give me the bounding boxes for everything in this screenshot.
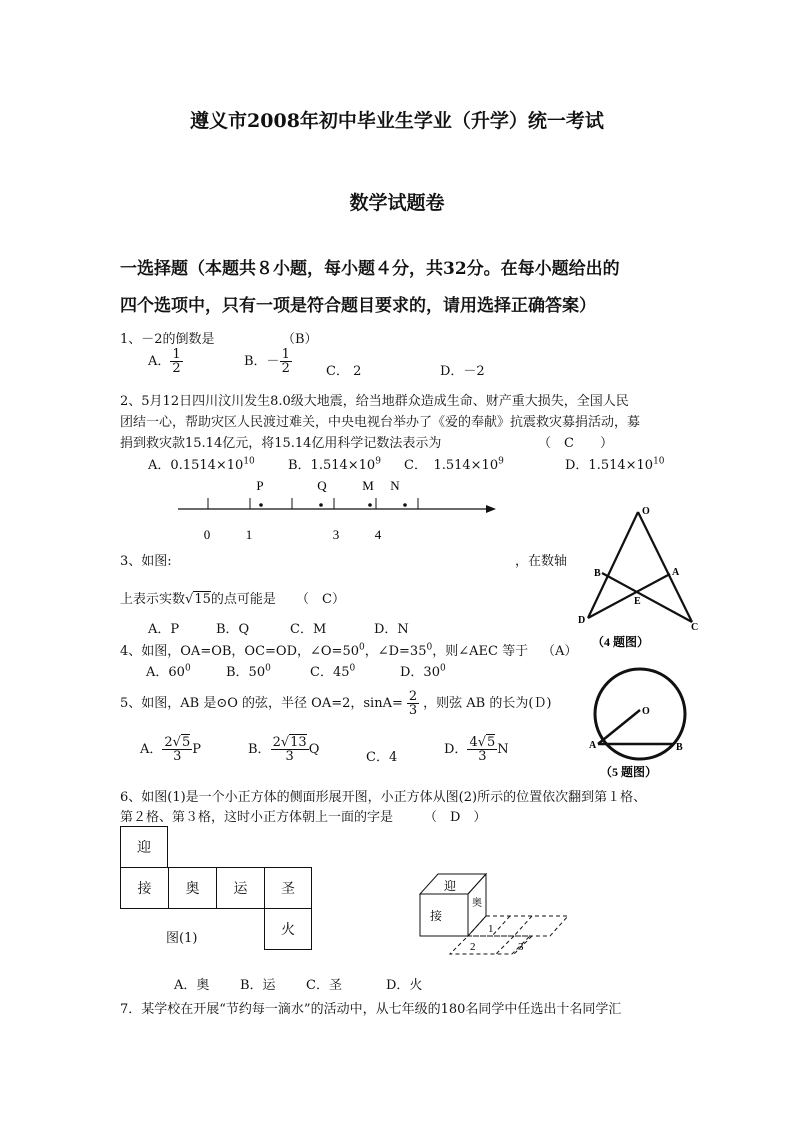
net-cell-6: 火 [264,908,312,950]
q3-option-a: A．P [148,622,180,637]
figure-4 [574,500,704,655]
net-cell-5: 圣 [264,867,312,909]
tick-label-0: 0 [203,527,211,542]
q6-option-a: A．奥 [174,978,210,993]
fig4-caption: （4 题图） [592,635,650,649]
q2-line2: 团结一心，帮助灾区人民渡过难关，中央电视台举办了《爱的奉献》抗震救灾募捐活动，募 [120,415,641,430]
q6-option-d: D．火 [386,978,423,993]
q4-option-a: A．$60^0$ [146,663,191,680]
q2-line1: 2、5月12日四川汶川发生8.0级大地震，给当地群众造成生命、财产重大损失，全国人民 [120,394,629,409]
grid-number-3: 3 [518,941,524,953]
point-m-dot [368,503,372,507]
q1-option-a: A． $\frac{1}{2}$ [148,347,181,376]
q5-stem: 5、如图，AB 是⊙O 的弦，半径 OA=2，sinA= $\frac{2}{3}$ ，则弦 AB 的长为(Ｄ) [120,689,552,718]
net-cell-2: 接 [120,867,169,909]
q6-answer: （ D ） [424,810,487,825]
cube-face-top: 迎 [444,879,457,893]
tick-label-4: 4 [374,527,382,542]
q1-option-c: C． 2 [326,364,362,379]
fig5-label-o: O [642,706,650,717]
q7-line1: 7．某学校在开展“节约每一滴水”的活动中，从七年级的180名同学中任选出十名同学汇 [120,1002,622,1017]
q4-stem: 4、如图，OA=OB，OC=OD，$\angle O=50^0$，$\angle D=35^0$，则∠AEC 等于 [120,642,529,659]
q5-option-d: D． $\frac{4√5}{3}$ N [444,735,509,764]
fig4-label-o: O [642,506,650,517]
q3-line2: 上表示实数√15的点可能是 [120,592,276,607]
fig5-label-b: B [676,742,683,753]
fig4-label-a: A [672,567,680,578]
q1-stem: 1、－2的倒数是 [120,332,215,347]
number-line-figure [170,474,500,544]
q4-answer: （A） [542,644,578,659]
q1-option-d: D．－2 [440,364,485,379]
cube-face-side: 奥 [472,898,482,909]
q5-option-c: C．4 [366,750,398,765]
fig1-caption: 图(1) [166,931,198,946]
q3-option-c: C．M [290,622,327,637]
net-cell-3: 奥 [168,867,217,909]
exam-title: 遵义市2008年初中毕业生学业（升学）统一考试 [190,110,604,132]
point-label-n: N [390,478,400,493]
grid-number-1: 1 [488,923,494,935]
exam-subtitle: 数学试题卷 [349,192,445,214]
q6-line2: 第２格、第３格，这时小正方体朝上一面的字是 [120,810,394,825]
point-label-p: P [256,478,264,493]
q1-option-b: B．－ $\frac{1}{2}$ [244,347,290,376]
q6-line1: 6、如图(1)是一个小正方体的侧面形展开图，小正方体从图(2)所示的位置依次翻到第１格、 [120,790,647,805]
figure-5 [584,664,700,784]
q2-answer: （ C ） [538,436,613,451]
figure-2-cube [410,866,580,958]
tick-label-3: 3 [332,527,340,542]
q4-option-c: C．$45^0$ [310,663,356,680]
q4-option-b: B．$50^0$ [226,663,271,680]
fig5-caption: （5 题图） [600,765,658,779]
q2-option-d: D．$1.514\times 10^{10}$ [565,456,665,473]
q2-line3: 捐到救灾款15.14亿元，将15.14亿用科学记数法表示为 [120,436,442,451]
q3-option-b: B．Q [216,622,250,637]
q1-answer: （B） [282,332,318,347]
q3-option-d: D．N [374,622,409,637]
q6-option-c: C．圣 [306,978,342,993]
point-p-dot [259,503,263,507]
q2-option-c: C． $1.514\times 10^9$ [404,456,504,473]
cube-face-front: 接 [430,909,443,923]
number-line-arrow [486,505,496,513]
q5-option-a: A． $\frac{2√5}{3}$ P [140,735,201,764]
q2-option-b: B．$1.514\times 10^9$ [288,456,381,473]
grid-number-2: 2 [470,941,476,953]
section-heading-line1: 一选择题（本题共８小题，每小题４分，共32分。在每小题给出的 [120,259,620,279]
point-label-q: Q [317,478,327,493]
fig4-label-e: E [634,596,641,607]
section-heading-line2: 四个选项中，只有一项是符合题目要求的，请用选择正确答案） [120,296,596,316]
fig4-label-d: D [578,615,586,626]
q6-option-b: B．运 [240,978,276,993]
fig5-label-a: A [589,740,597,751]
net-cell-1: 迎 [120,826,168,868]
fig5-circle [595,669,685,759]
point-label-m: M [362,478,374,493]
q3-stem-left: 3、如图: [120,554,172,569]
q5-option-b: B． $\frac{2√13}{3}$ Q [248,735,320,764]
net-cell-4: 运 [216,867,265,909]
q2-option-a: A．$0.1514\times 10^{10}$ [148,456,255,473]
point-n-dot [403,503,407,507]
q3-stem-right: ，在数轴 [515,554,568,569]
fig4-label-c: C [691,622,699,633]
fig4-label-b: B [594,568,601,579]
q3-answer: （ C） [296,592,345,607]
q4-option-d: D．$30^0$ [400,663,446,680]
tick-label-1: 1 [245,527,253,542]
point-q-dot [319,503,323,507]
